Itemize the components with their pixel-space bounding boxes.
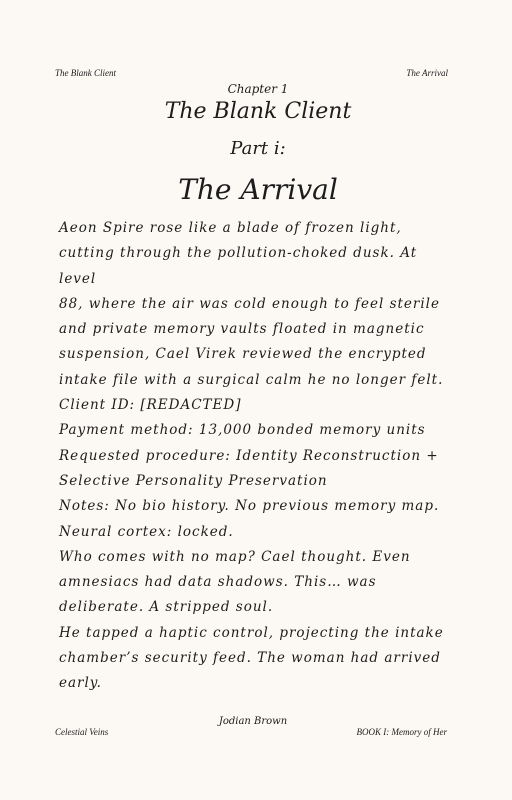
chapter-label: Chapter 1 [227,82,289,96]
body-line: Payment method: 13,000 bonded memory units [59,422,426,439]
body-line: Client ID: [REDACTED] [59,397,242,414]
body-line: cutting through the pollution-choked dusk. At level [59,245,418,287]
body-line: early. [59,675,102,692]
running-head-right: The Arrival [406,68,448,78]
body-line: He tapped a haptic control, projecting the intake [59,624,444,641]
chapter-title: The Blank Client [164,99,352,124]
body-line: Selective Personality Preservation [59,472,328,489]
body-line: Aeon Spire rose like a blade of frozen light, [59,220,402,236]
body-line: amnesiacs had data shadows. This… was [59,574,377,591]
body-line: Neural cortex: locked. [59,523,234,540]
body-line: suspension, Cael Virek reviewed the encrypted [59,346,427,363]
body-line: intake file with a surgical calm he no longer felt. [59,371,444,388]
running-head-left: The Blank Client [55,68,116,78]
body-line: deliberate. A stripped soul. [59,599,274,616]
body-line: chamber’s security feed. The woman had arrived [59,650,441,667]
part-title: The Arrival [178,173,338,206]
body-line: Who comes with no map? Cael thought. Even [59,548,411,565]
body-text [59,216,459,697]
body-line: Notes: No bio history. No previous memory map. [59,498,440,515]
footer-series-title: Celestial Veins [55,727,109,737]
body-line: Requested procedure: Identity Reconstruction + [59,447,439,464]
body-line: and private memory vaults floated in magnetic [59,321,425,338]
part-label: Part i: [230,138,286,159]
footer-book-title: BOOK I: Memory of Her [356,727,447,737]
body-line: 88, where the air was cold enough to feel sterile [59,295,440,312]
footer-author: Jodian Brown [218,716,288,727]
